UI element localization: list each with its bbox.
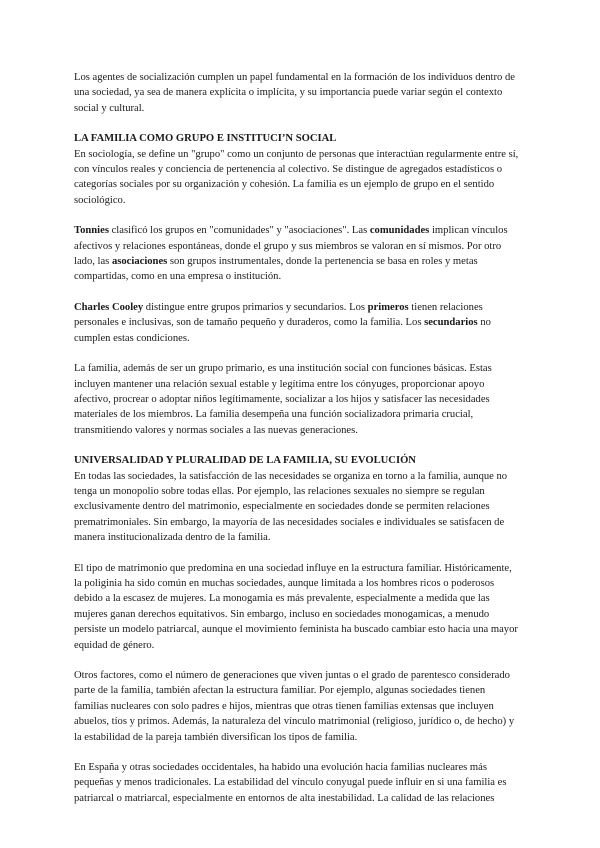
term-charles-cooley: Charles Cooley (74, 301, 144, 313)
text-segment: distingue entre grupos primarios y secundarios. Los (143, 301, 368, 313)
paragraph-marriage-types: El tipo de matrimonio que predomina en una sociedad influye en la estructura familiar. Históricamente, la poliginia ha sido común en muchas sociedades, aunque limitada a los hombres ricos o poderosos debido a la escasez de mujeres. La monogamia es más prevalente, especialmente a medida que las mujeres ganan derechos equitativos. Sin embargo, incluso en sociedades monogamicas, a menudo persiste un modelo patriarcal, aunque el movimiento feminista ha buscado cambiar esto hacia una mayor equidad de género. (74, 562, 518, 651)
paragraph-tonnies (74, 223, 520, 285)
section-heading-family-group: LA FAMILIA COMO GRUPO E INSTITUCI’N SOCIAL (74, 133, 337, 145)
paragraph-other-factors: Otros factores, como el número de generaciones que viven juntas o el grado de parentesco considerado parte de la familia, también afectan la estructura familiar. Por ejemplo, algunas sociedades tienen familias nucleares con solo padres e hijos, mientras que otras tienen familias extensas que incluyen abuelos, tíos y primos. Además, la naturaleza del vínculo matrimonial (religioso, jurídico o, de hecho) y la estabilidad de la pareja también diversifican los tipos de familia. (74, 670, 515, 743)
paragraph-group-definition: En sociología, se define un "grupo" como un conjunto de personas que interactúan regularmente entre sí, con vínculos reales y conciencia de pertenencia al colectivo. Se distingue de agregados estadísticos o categorías sociales por su organización y cohesión. La familia es un ejemplo de grupo en el sentido sociológico. (74, 148, 519, 206)
term-tonnies: Tonnies (74, 225, 109, 237)
term-asociaciones: asociaciones (111, 256, 168, 268)
term-secundarios: secundarios (424, 317, 478, 329)
text-segment: son grupos instrumentales, donde la pertenencia se basa en roles y metas compartidas, como en una empresa o institución. (74, 256, 478, 283)
text-segment: no cumplen estas condiciones. (74, 317, 491, 344)
term-primeros: primeros (367, 301, 409, 313)
paragraph-cooley (74, 300, 520, 346)
section-heading-universality: UNIVERSALIDAD Y PLURALIDAD DE LA FAMILIA, SU EVOLUCIÓN (74, 455, 416, 467)
term-comunidades: comunidades (369, 225, 430, 237)
intro-paragraph: Los agentes de socialización cumplen un papel fundamental en la formación de los individuos dentro de una sociedad, ya sea de manera explícita o implícita, y su importancia puede variar según el contexto social y cultural. (74, 72, 515, 114)
paragraph-family-institution: La familia, además de ser un grupo primario, es una institución social con funciones básicas. Estas incluyen mantener una relación sexual estable y legítima entre los cónyuges, proporcionar apoyo afectivo, procrear o adoptar niños legítimamente, socializar a los hijos y satisfacer las necesidades materiales de los miembros. La familia desempeña una función socializadora primaria crucial, transmitiendo valores y normas sociales a las nuevas generaciones. (74, 363, 492, 436)
text-segment: clasificó los grupos en "comunidades" y "asociaciones". Las (108, 225, 370, 237)
text-segment: tienen relaciones personales e inclusivas, son de tamaño pequeño y duraderos, como la familia. Los (74, 301, 483, 329)
paragraph-spain-evolution: En España y otras sociedades occidentales, ha habido una evolución hacia familias nucleares más pequeñas y menos tradicionales. La estabilidad del vínculo conyugal puede influir en si una familia es patriarcal o matriarcal, especialmente en entornos de alta inestabilidad. La calidad de las relaciones (74, 762, 507, 804)
paragraph-needs: En todas las sociedades, la satisfacción de las necesidades se organiza en torno a la familia, aunque no tenga un monopolio sobre todas ellas. Por ejemplo, las relaciones sexuales no siempre se regulan exclusivamente dentro del matrimonio, especialmente en sociedades donde se permiten relaciones prematrimoniales. Sin embargo, la mayoría de las necesidades sociales e individuales se satisfacen de manera institucionalizada dentro de la familia. (74, 470, 508, 544)
text-segment: implican vínculos afectivos y relaciones espontáneas, donde el grupo y sus miembros se valoran en sí mismos. Por otro lado, las (74, 225, 508, 268)
